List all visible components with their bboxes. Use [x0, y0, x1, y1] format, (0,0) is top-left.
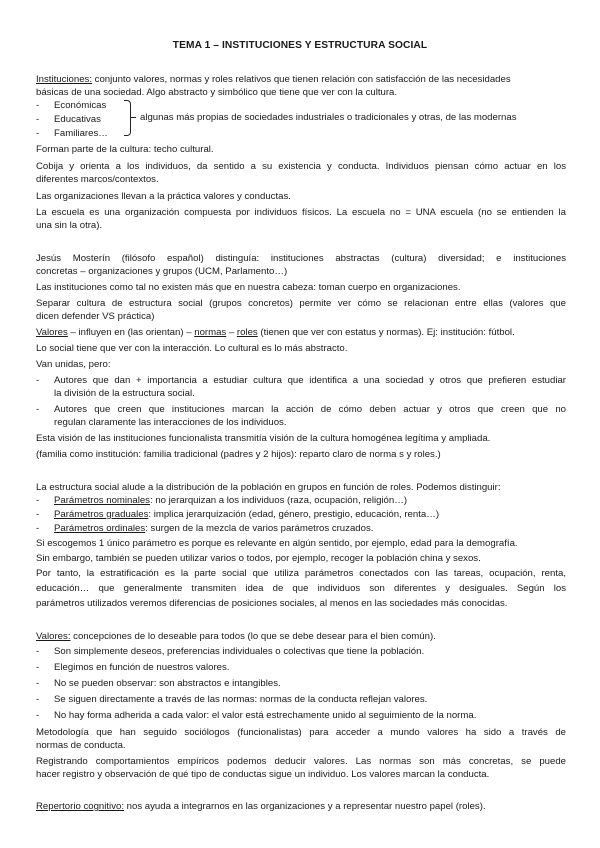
bullet-dash: - — [36, 375, 40, 386]
list-item: Autores que creen que instituciones marcan la acción de cómo deben actuar y otros que creen que no — [54, 404, 566, 415]
paragraph: hacer registro y observación de qué tipo de conductas sigue un individuo. Los valores marcan la conducta. — [36, 769, 490, 780]
list-item: No se pueden observar: son abstractos e intangibles. — [54, 678, 281, 689]
paragraph: dicen defender VS práctica) — [36, 311, 155, 322]
bullet-dash: - — [36, 646, 40, 657]
curly-brace — [124, 100, 131, 136]
paragraph: Por tanto, la estratificación es la parte social que utiliza parámetros conectados con las tareas, ocupación, renta, — [36, 568, 566, 579]
institution-item: Educativas — [54, 114, 101, 125]
paragraph: concretas – organizaciones y grupos (UCM, Parlamento…) — [36, 266, 288, 277]
list-item: Parámetros ordinales: surgen de la mezcla de varios parámetros cruzados. — [54, 523, 374, 534]
instituciones-term: Instituciones: — [36, 74, 92, 85]
bullet-dash: - — [36, 128, 40, 139]
instituciones-line-1: Instituciones: conjunto valores, normas y roles relativos que tienen relación con satisfacción de las necesidades — [36, 74, 511, 85]
list-item: regulan claramente las interacciones de los individuos. — [54, 417, 287, 428]
bullet-dash: - — [36, 662, 40, 673]
paragraph: Si escogemos 1 único parámetro es porque es relevante en algún sentido, por ejemplo, edad para la demografía. — [36, 538, 518, 549]
list-item: Autores que dan + importancia a estudiar cultura que identifica a una sociedad y otros que prefieren estudiar — [54, 375, 566, 386]
list-item: Parámetros graduales: implica jerarquización (edad, género, prestigio, educación, renta…) — [54, 509, 440, 520]
list-item: Son simplemente deseos, preferencias individuales o colectivas que tiene la población. — [54, 646, 425, 657]
curly-brace-tip — [130, 117, 136, 118]
paragraph: Jesús Mosterín (filósofo español) distinguía: instituciones abstractas (cultura) diversidad; e instituciones — [36, 253, 566, 264]
paragraph: normas de conducta. — [36, 740, 126, 751]
valores-line: Valores: concepciones de lo deseable para todos (lo que se debe desear para el bien común). — [36, 631, 436, 642]
institution-item: Económicas — [54, 100, 107, 111]
paragraph: Lo social tiene que ver con la interacción. Lo cultural es lo más abstracto. — [36, 343, 348, 354]
instituciones-line-2: básicas de una sociedad. Algo abstracto y simbólico que tiene que ver con la cultura. — [36, 87, 398, 98]
list-item: Parámetros nominales: no jerarquizan a los individuos (raza, ocupación, religión…) — [54, 495, 408, 506]
paragraph: Metodología que han seguido sociólogos (funcionalistas) para acceder a mundo valores ha sido a través de — [36, 727, 566, 738]
paragraph: La escuela es una organización compuesta por individuos físicos. La escuela no = UNA escuela (no se entienden la — [36, 207, 566, 218]
paragraph: Las instituciones como tal no existen más que en nuestra cabeza: toman cuerpo en organizaciones. — [36, 282, 461, 293]
bullet-dash: - — [36, 495, 40, 506]
paragraph: Separar cultura de estructura social (grupos concretos) permite ver cómo se relacionan entre ellas (valores que — [36, 298, 566, 309]
paragraph: Esta visión de las instituciones funcionalista transmitía visión de la cultura homogénea legítima y ampliada. — [36, 433, 491, 444]
bullet-dash: - — [36, 100, 40, 111]
page-title: TEMA 1 – INSTITUCIONES Y ESTRUCTURA SOCIAL — [172, 40, 428, 51]
list-item: la división de la estructura social. — [54, 388, 195, 399]
paragraph: una sin la otra). — [36, 220, 103, 231]
paragraph: Las organizaciones llevan a la práctica valores y conductas. — [36, 191, 291, 202]
list-item: No hay forma adherida a cada valor: el valor está estrechamente unido al seguimiento de la norma. — [54, 710, 477, 721]
paragraph: (familia como institución: familia tradicional (padres y 2 hijos): reparto claro de norma s y roles.) — [36, 449, 441, 460]
paragraph: La estructura social alude a la distribución de la población en grupos en función de roles. Podemos distinguir: — [36, 482, 501, 493]
valores-normas-roles-line: Valores – influyen en (las orientan) – normas – roles (tienen que ver con estatus y normas). Ej: institución: fútbol. — [36, 327, 515, 338]
paragraph: educación… que generalmente transmiten idea de que individuos son diferentes y desiguales. Según los — [36, 583, 566, 594]
list-item: Elegimos en función de nuestros valores. — [54, 662, 230, 673]
bullet-dash: - — [36, 404, 40, 415]
institution-item: Familiares… — [54, 128, 108, 139]
paragraph: Van unidas, pero: — [36, 359, 111, 370]
bullet-dash: - — [36, 509, 40, 520]
paragraph: Registrando comportamientos empíricos podemos deducir valores. Las normas son más concretas, se puede — [36, 756, 566, 767]
list-item: Se siguen directamente a través de las normas: normas de la conducta reflejan valores. — [54, 694, 428, 705]
valores-term: Valores: — [36, 631, 71, 642]
bullet-dash: - — [36, 694, 40, 705]
repertorio-line: Repertorio cognitivo: nos ayuda a integrarnos en las organizaciones y a representar nuestro papel (roles). — [36, 801, 486, 812]
bullet-dash: - — [36, 710, 40, 721]
paragraph: Sin embargo, también se pueden utilizar varios o todos, por ejemplo, recoger la población china y sexos. — [36, 553, 481, 564]
bullet-dash: - — [36, 523, 40, 534]
bullet-dash: - — [36, 114, 40, 125]
paragraph: Cobija y orienta a los individuos, da sentido a su existencia y conducta. Individuos piensan cómo actuar en los — [36, 161, 566, 172]
paragraph: parámetros utilizados veremos diferencias de posiciones sociales, al menos en las sociedades más conocidas. — [36, 598, 508, 609]
paragraph: diferentes marcos/contextos. — [36, 174, 159, 185]
bullet-dash: - — [36, 678, 40, 689]
brace-note: algunas más propias de sociedades industriales o tradicionales y otras, de las modernas — [140, 112, 517, 123]
paragraph: Forman parte de la cultura: techo cultural. — [36, 144, 214, 155]
repertorio-term: Repertorio cognitivo: — [36, 801, 124, 812]
